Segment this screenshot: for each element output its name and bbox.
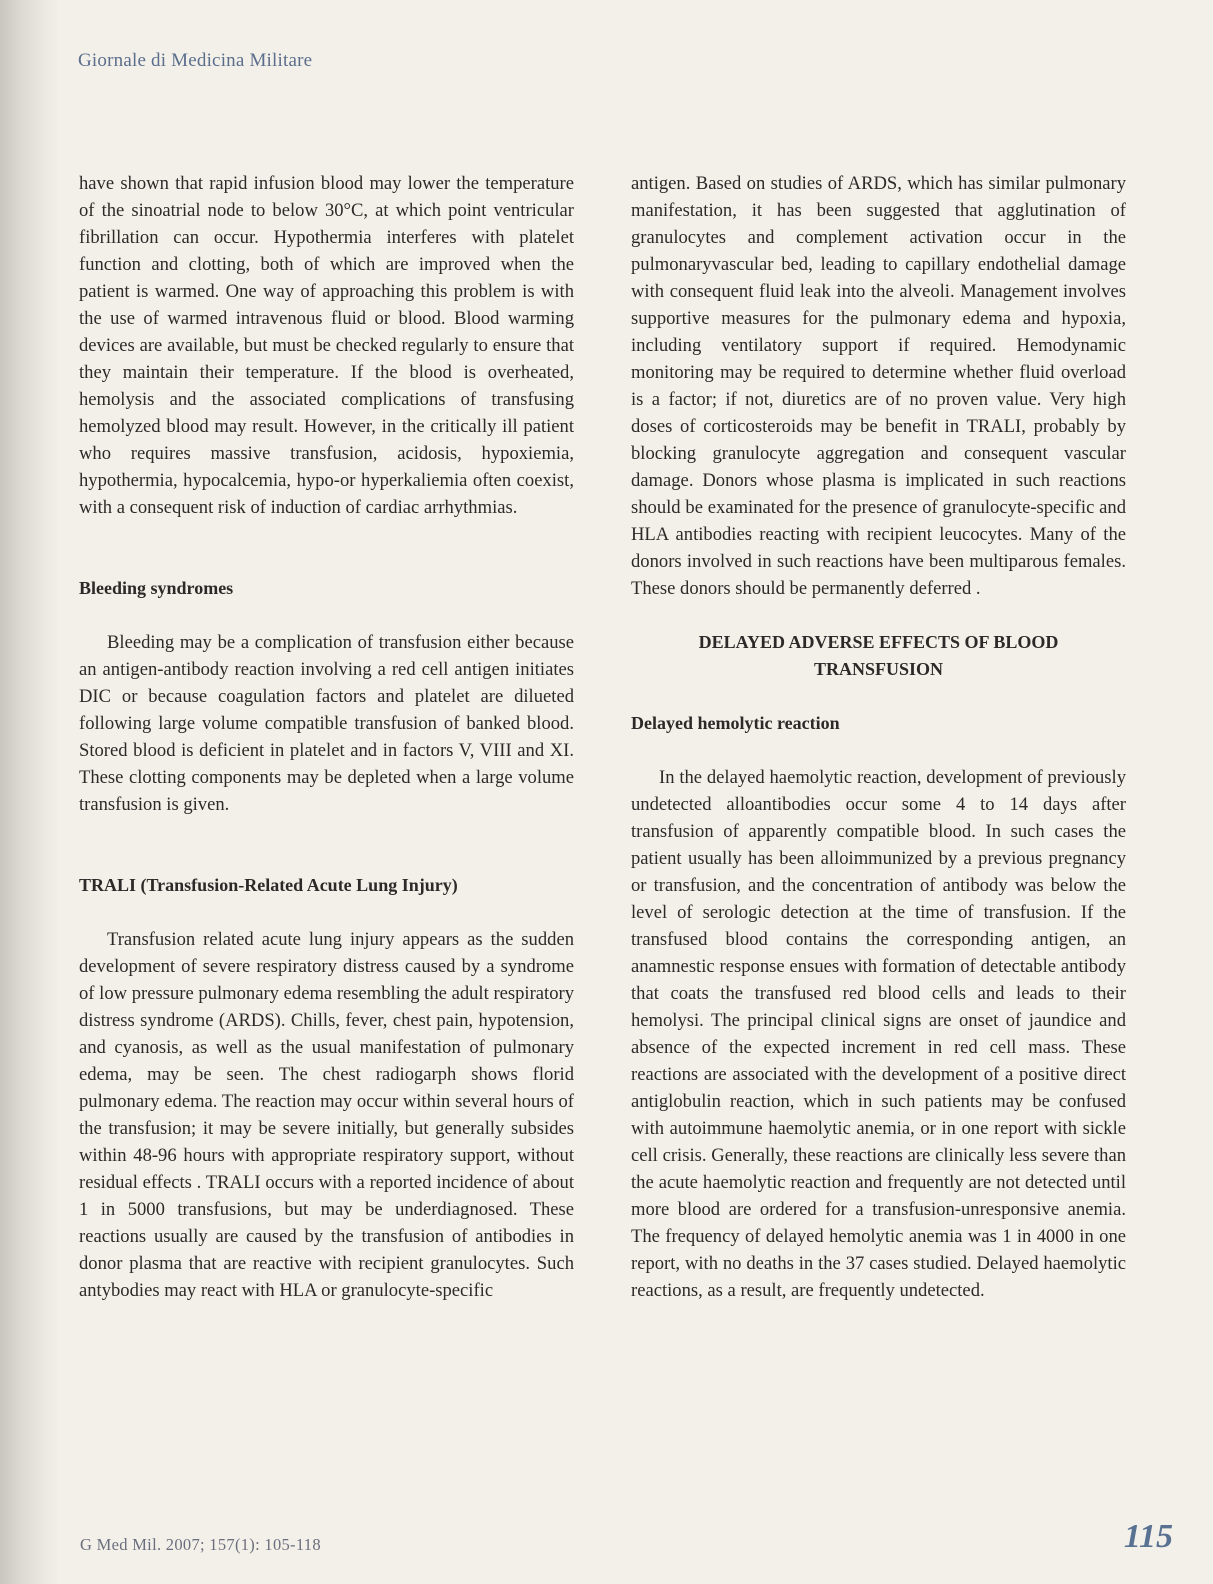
trali-heading: TRALI (Transfusion-Related Acute Lung Injury): [79, 875, 458, 895]
bleeding-syndromes-heading: Bleeding syndromes: [79, 578, 234, 598]
intro-paragraph: have shown that rapid infusion blood may lower the temperature of the sinoatrial node to below 30°C, at which point ventricular fibrillation can occur. Hypothermia interferes with platelet function and clotting, both of which are improved when the patient is warmed. One way of approaching this problem is with the use of warmed intravenous fluid or blood. Blood warming devices are available, but must be checked regularly to ensure that they maintain their temperature. If the blood is overheated, hemolysis and the associated complications of transfusing hemolyzed blood may result. However, in the critically ill patient who requires massive transfusion, acidosis, hypoxiemia, hypothermia, hypocalcemia, hypo-or hyperkaliemia often coexist, with a consequent risk of induction of cardiac arrhythmias.: [79, 173, 574, 518]
page-gutter-shadow: [0, 0, 60, 1584]
trali-continued-paragraph: antigen. Based on studies of ARDS, which has similar pulmonary manifestation, it has been suggested that agglutination of granulocytes and complement activation occur in the pulmonaryvascular bed, leading to capillary endothelial damage with consequent fluid leak into the alveoli. Management involves supportive measures for the pulmonary edema and hypoxia, including ventilatory support if required. Hemodynamic monitoring may be required to determine whether fluid overload is a factor; if not, diuretics are of no proven value. Very high doses of corticosteroids may be benefit in TRALI, probably by blocking granulocyte aggregation and consequent vascular damage. Donors whose plasma is implicated in such reactions should be examinated for the presence of granulocyte-specific and HLA antibodies reacting with recipient leucocytes. Many of the donors involved in such reactions have been multiparous females. These donors should be permanently deferred .: [631, 173, 1126, 599]
page-number: 115: [1123, 1518, 1173, 1555]
bleeding-paragraph: Bleeding may be a complication of transfusion either because an antigen-antibody reaction involving a red cell antigen initiates DIC or because coagulation factors and platelet are dilueted following large volume compatible transfusion of banked blood. Stored blood is deficient in platelet and in factors V, VIII and XI. These clotting components may be depleted when a large volume transfusion is given.: [79, 632, 574, 815]
journal-running-title: Giornale di Medicina Militare: [78, 50, 313, 71]
section-title: [631, 629, 1126, 683]
delayed-hemolytic-paragraph: In the delayed haemolytic reaction, development of previously undetected alloantibodies occur some 4 to 14 days after transfusion of apparently compatible blood. In such cases the patient usually has been alloimmunized by a previous pregnancy or transfusion, and the concentration of antibody was below the level of serologic detection at the time of transfusion. If the transfused blood contains the corresponding antigen, an anamnestic response ensues with formation of detectable antibody that coats the transfused red blood cells and leads to their hemolysi. The principal clinical signs are onset of jaundice and absence of the expected increment in red cell mass. These reactions are associated with the development of a positive direct antiglobulin reaction, which in such patients may be confused with autoimmune haemolytic anemia, or in one report with sickle cell crisis. Generally, these reactions are clinically less severe than the acute haemolytic reaction and frequently are not detected until more blood are ordered for a transfusion-unresponsive anemia. The frequency of delayed hemolytic anemia was 1 in 4000 in one report, with no deaths in the 37 cases studied. Delayed haemolytic reactions, as a result, are frequently undetected.: [631, 767, 1126, 1301]
section-title-line-1: DELAYED ADVERSE EFFECTS OF BLOOD: [698, 632, 1059, 652]
section-title-line-2: TRANSFUSION: [813, 659, 944, 679]
citation-footer: G Med Mil. 2007; 157(1): 105-118: [80, 1535, 321, 1554]
right-column: [631, 170, 1126, 1304]
left-column: [79, 170, 574, 1304]
trali-paragraph: Transfusion related acute lung injury appears as the sudden development of severe respiratory distress caused by a syndrome of low pressure pulmonary edema resembling the adult respiratory distress syndrome (ARDS). Chills, fever, chest pain, hypotension, and cyanosis, as well as the usual manifestation of pulmonary edema, may be seen. The chest radiogarph shows florid pulmonary edema. The reaction may occur within several hours of the transfusion; it may be severe initially, but generally subsides within 48-96 hours with appropriate respiratory support, without residual effects . TRALI occurs with a reported incidence of about 1 in 5000 transfusions, but may be underdiagnosed. These reactions usually are caused by the transfusion of antibodies in donor plasma that are reactive with recipient granulocytes. Such antybodies may react with HLA or granulocyte-specific: [79, 929, 574, 1301]
delayed-hemolytic-heading: Delayed hemolytic reaction: [631, 713, 840, 733]
